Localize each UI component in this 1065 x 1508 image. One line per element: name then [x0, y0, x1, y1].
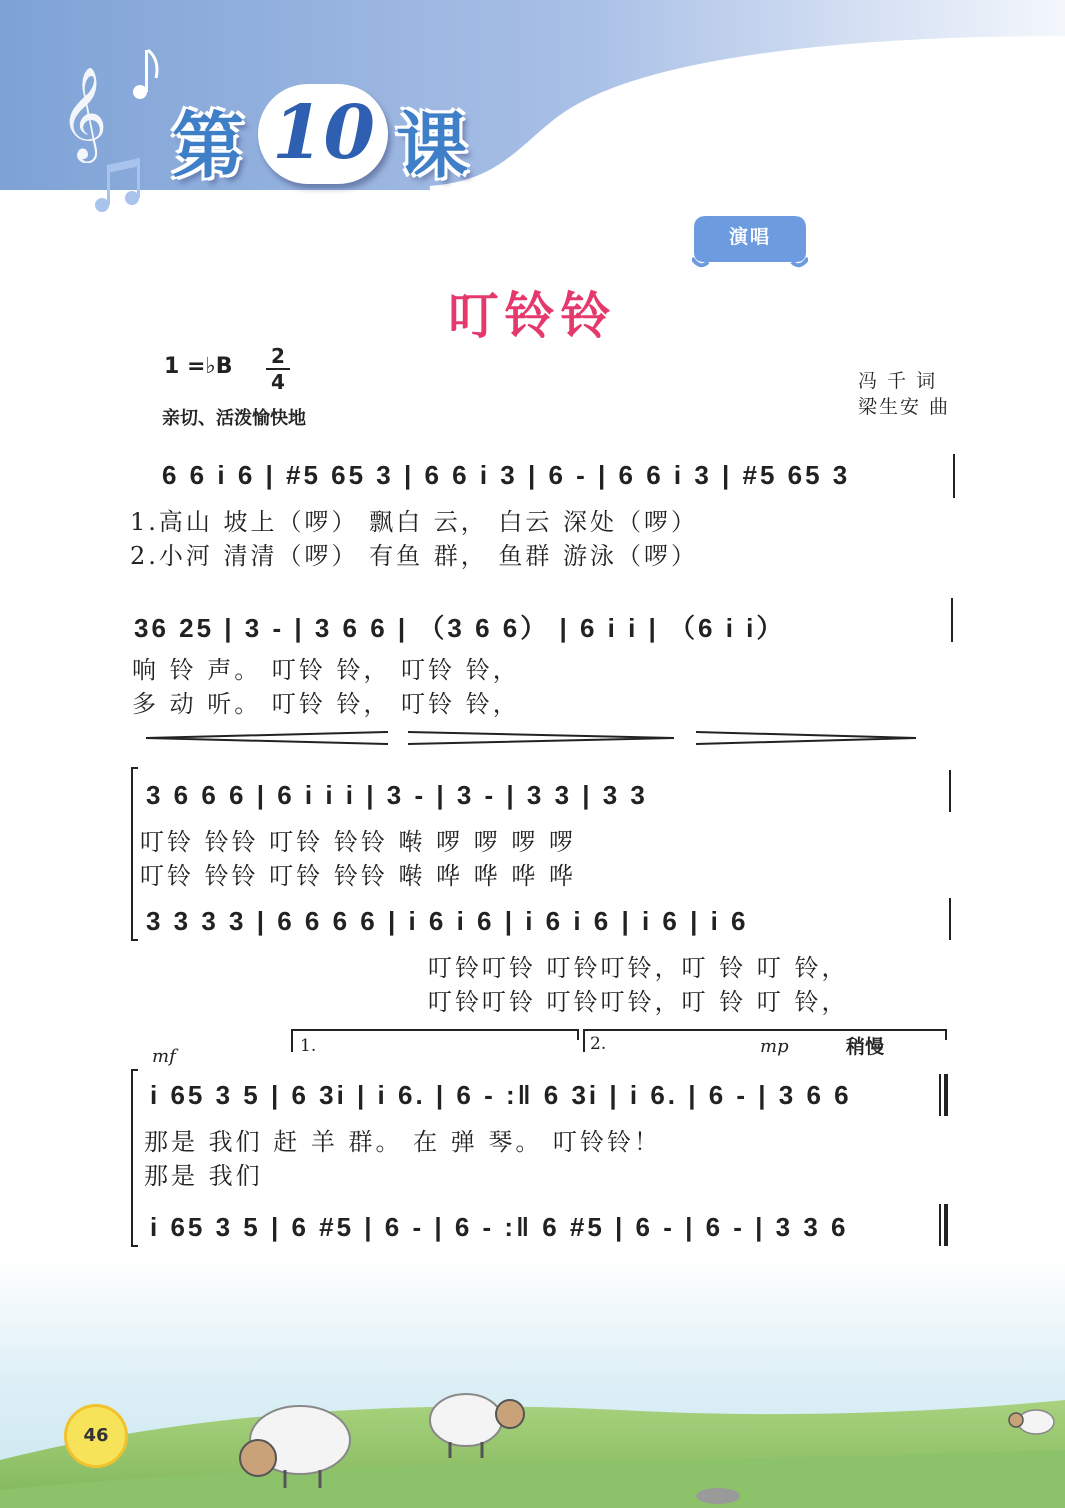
score-line-1-verse-1: 1.高山 坡上（啰） 飘白 云， 白云 深处（啰） [130, 508, 699, 536]
lesson-number: 10 [272, 90, 375, 176]
score-line-1-verse-2: 2.小河 清清（啰） 有鱼 群， 鱼群 游泳（啰） [130, 542, 699, 570]
lesson-prefix: 第 [172, 104, 245, 188]
score-line-3-lower-verse-2: 叮铃叮铃 叮铃叮铃，叮 铃 叮 铃， [428, 988, 849, 1016]
time-signature-top: 2 [271, 344, 285, 368]
svg-text:𝄞: 𝄞 [60, 66, 108, 159]
volta-2-label: 2. [590, 1034, 607, 1054]
score-line-2-verse-1: 响 铃 声。 叮铃 铃， 叮铃 铃， [132, 656, 520, 684]
composer-credit: 梁生安 曲 [858, 396, 951, 418]
tempo-marking: 亲切、活泼愉快地 [162, 408, 306, 429]
dynamic-mp: mp [760, 1036, 789, 1057]
key-signature: 1 =♭B [164, 354, 233, 379]
score-line-2-verse-2: 多 动 听。 叮铃 铃， 叮铃 铃， [132, 690, 520, 718]
section-badge [692, 214, 808, 270]
score-line-4-verse-2: 那是 我们 [144, 1162, 263, 1190]
lesson-suffix: 课 [396, 104, 469, 188]
score-line-1-notes: 6 6 i 6 | #5 65 3 | 6 6 i 3 | 6 - | 6 6 i 3 | #5 65 3 [162, 460, 851, 490]
time-signature-bottom: 4 [271, 370, 285, 394]
score-line-3-lower-notes: 3 3 3 3 | 6 6 6 6 | i 6 i 6 | i 6 i 6 | i 6 | i 6 [146, 906, 749, 936]
song-title: 叮铃铃 [448, 287, 617, 345]
tempo-slower: 稍慢 [846, 1036, 885, 1058]
dynamic-mf: mf [152, 1046, 176, 1067]
score-line-4-verse-1: 那是 我们 赶 羊 群。 在 弹 琴。 叮铃铃！ [144, 1128, 662, 1156]
score-line-2-notes: 36 25 | 3 - | 3 6 6 | （3 6 6） | 6 i i | （6 i i） [134, 613, 786, 643]
badge-label: 演唱 [728, 226, 771, 248]
score-line-3-lower-verse-1: 叮铃叮铃 叮铃叮铃，叮 铃 叮 铃， [428, 954, 849, 982]
score-line-4-lower-notes: i 65 3 5 | 6 #5 | 6 - | 6 - :‖ 6 #5 | 6 - | 6 - | 3 3 6 [150, 1212, 849, 1242]
score-line-3-verse-1: 叮铃 铃铃 叮铃 铃铃 啭 啰 啰 啰 啰 [140, 828, 577, 856]
meadow-illustration [0, 1260, 1065, 1508]
score-line-4-upper-notes: i 65 3 5 | 6 3i | i 6. | 6 - :‖ 6 3i | i 6. | 6 - | 3 6 6 [150, 1080, 852, 1110]
volta-1-label: 1. [300, 1036, 317, 1056]
score-line-3-upper-notes: 3 6 6 6 | 6 i i i | 3 - | 3 - | 3 3 | 3 3 [146, 780, 648, 810]
page-number: 46 [64, 1404, 128, 1468]
score-line-3-verse-2: 叮铃 铃铃 叮铃 铃铃 啭 哗 哗 哗 哗 [140, 862, 577, 890]
lesson-title [0, 80, 560, 190]
lyricist-credit: 冯 千 词 [858, 370, 938, 392]
